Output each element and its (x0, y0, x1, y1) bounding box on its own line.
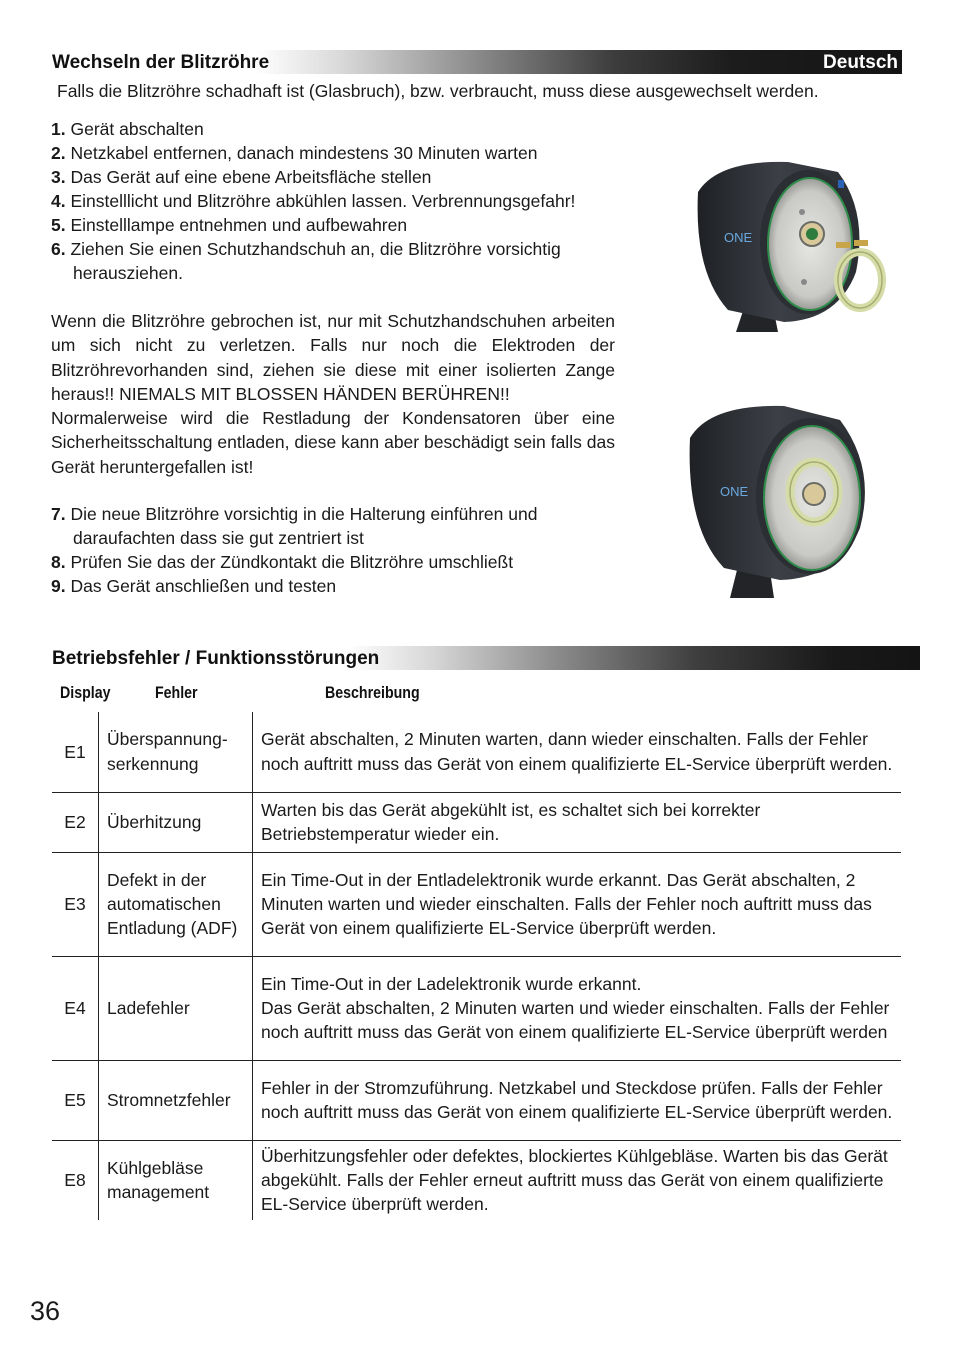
error-fault: Defekt in der automatischen Entladung (ADF) (99, 852, 253, 956)
warning-text: Wenn die Blitzröhre gebrochen ist, nur mit Schutzhandschuhen arbeiten um sich nicht zu verletzen. Falls nur noch die Elektroden der Blitzröhrevorhanden sind, ziehen sie diese mit einer isolierten Zange heraus!! NIEMALS MIT BLOSSEN HÄNDEN BERÜHREN!! (51, 311, 615, 404)
list-item: 6. Ziehen Sie einen Schutzhandschuh an, die Blitzröhre vorsichtig (51, 239, 561, 259)
list-item: 4. Einstelllicht und Blitzröhre abkühlen lassen. Verbrennungsgefahr! (51, 191, 576, 211)
error-code: E5 (52, 1060, 99, 1140)
table-row (52, 956, 901, 1060)
error-description: Überhitzungsfehler oder defektes, blockiertes Kühlgebläse. Warten bis das Gerät abgekühlt. Falls der Fehler erneut auftritt muss das Gerät von einem qualifizierte EL-Service überprüft werden. (253, 1140, 902, 1220)
error-fault: Stromnetzfehler (99, 1060, 253, 1140)
column-header-description: Beschreibung (325, 684, 420, 702)
steps-list-a (51, 117, 651, 285)
table-row (52, 792, 901, 852)
error-code: E8 (52, 1140, 99, 1220)
flash-unit-icon (680, 398, 890, 603)
list-item-continuation: daraufachten dass sie gut zentriert ist (73, 528, 364, 548)
error-fault: Ladefehler (99, 956, 253, 1060)
error-code: E2 (52, 792, 99, 852)
list-item: 3. Das Gerät auf eine ebene Arbeitsfläche stellen (51, 167, 432, 187)
intro-text: Falls die Blitzröhre schadhaft ist (Glasbruch), bzw. verbraucht, muss diese ausgewechselt werden. (57, 81, 819, 101)
error-code: E3 (52, 852, 99, 956)
warning-note: Normalerweise wird die Restladung der Kondensatoren über eine Sicherheitsschaltung entladen, diese kann aber beschädigt sein falls das Gerät heruntergefallen ist! (51, 408, 615, 477)
column-header-display: Display (60, 684, 111, 702)
flash-unit-icon (688, 152, 898, 342)
table-row (52, 1060, 901, 1140)
list-item: 7. Die neue Blitzröhre vorsichtig in die Halterung einführen und (51, 504, 538, 524)
error-description: Fehler in der Stromzuführung. Netzkabel und Steckdose prüfen. Falls der Fehler noch auftritt muss das Gerät von einem qualifizierte EL-Service überprüft werden. (253, 1060, 902, 1140)
list-item: 8. Prüfen Sie das der Zündkontakt die Blitzröhre umschließt (51, 552, 514, 572)
error-table (52, 712, 901, 1220)
error-fault: Kühlgebläse management (99, 1140, 253, 1220)
table-row (52, 1140, 901, 1220)
list-item: 2. Netzkabel entfernen, danach mindestens 30 Minuten warten (51, 143, 538, 163)
column-header-fault: Fehler (155, 684, 198, 702)
error-code: E1 (64, 741, 86, 762)
list-item-continuation: herausziehen. (73, 263, 183, 283)
svg-text:ONE: ONE (724, 230, 753, 245)
list-item: 1. Gerät abschalten (51, 119, 204, 139)
error-description: Ein Time-Out in der Entladelektronik wurde erkannt. Das Gerät abschalten, 2 Minuten warten und wieder einschalten. Falls der Fehler noch auftritt muss das Gerät von einem qualifizierte EL-Service überprüft werden. (253, 852, 902, 956)
steps-list-b (51, 502, 651, 598)
error-description: Gerät abschalten, 2 Minuten warten, dann wieder einschalten. Falls der Fehler noch auftritt muss das Gerät von einem qualifizierte EL-Service überprüft werden. (253, 712, 902, 792)
warning-paragraph (51, 309, 615, 479)
language-label: Deutsch (823, 52, 898, 73)
page-number: 36 (30, 1296, 61, 1326)
list-item: 5. Einstelllampe entnehmen und aufbewahren (51, 215, 408, 235)
table-row (52, 712, 901, 792)
flash-unit-installed-illustration (680, 398, 890, 603)
error-description: Warten bis das Gerät abgekühlt ist, es schaltet sich bei korrekter Betriebstemperatur wieder ein. (253, 792, 902, 852)
list-item: 9. Das Gerät anschließen und testen (51, 576, 337, 596)
svg-text:ONE: ONE (720, 484, 749, 499)
error-fault: Überhitzung (99, 792, 253, 852)
section-title: Betriebsfehler / Funktionsstörungen (52, 648, 380, 669)
error-code: E4 (52, 956, 99, 1060)
section-header-bar (52, 50, 902, 74)
flash-unit-removal-illustration (688, 152, 898, 342)
section-title: Wechseln der Blitzröhre (52, 52, 270, 73)
section-header-bar (52, 646, 920, 670)
error-description: Ein Time-Out in der Ladelektronik wurde erkannt. Das Gerät abschalten, 2 Minuten warten und wieder einschalten. Falls der Fehler noch auftritt muss das Gerät von einem qualifizierte EL-Service überprüft werden (253, 956, 902, 1060)
error-fault: Überspannungserkennung (99, 712, 253, 792)
table-row (52, 852, 901, 956)
